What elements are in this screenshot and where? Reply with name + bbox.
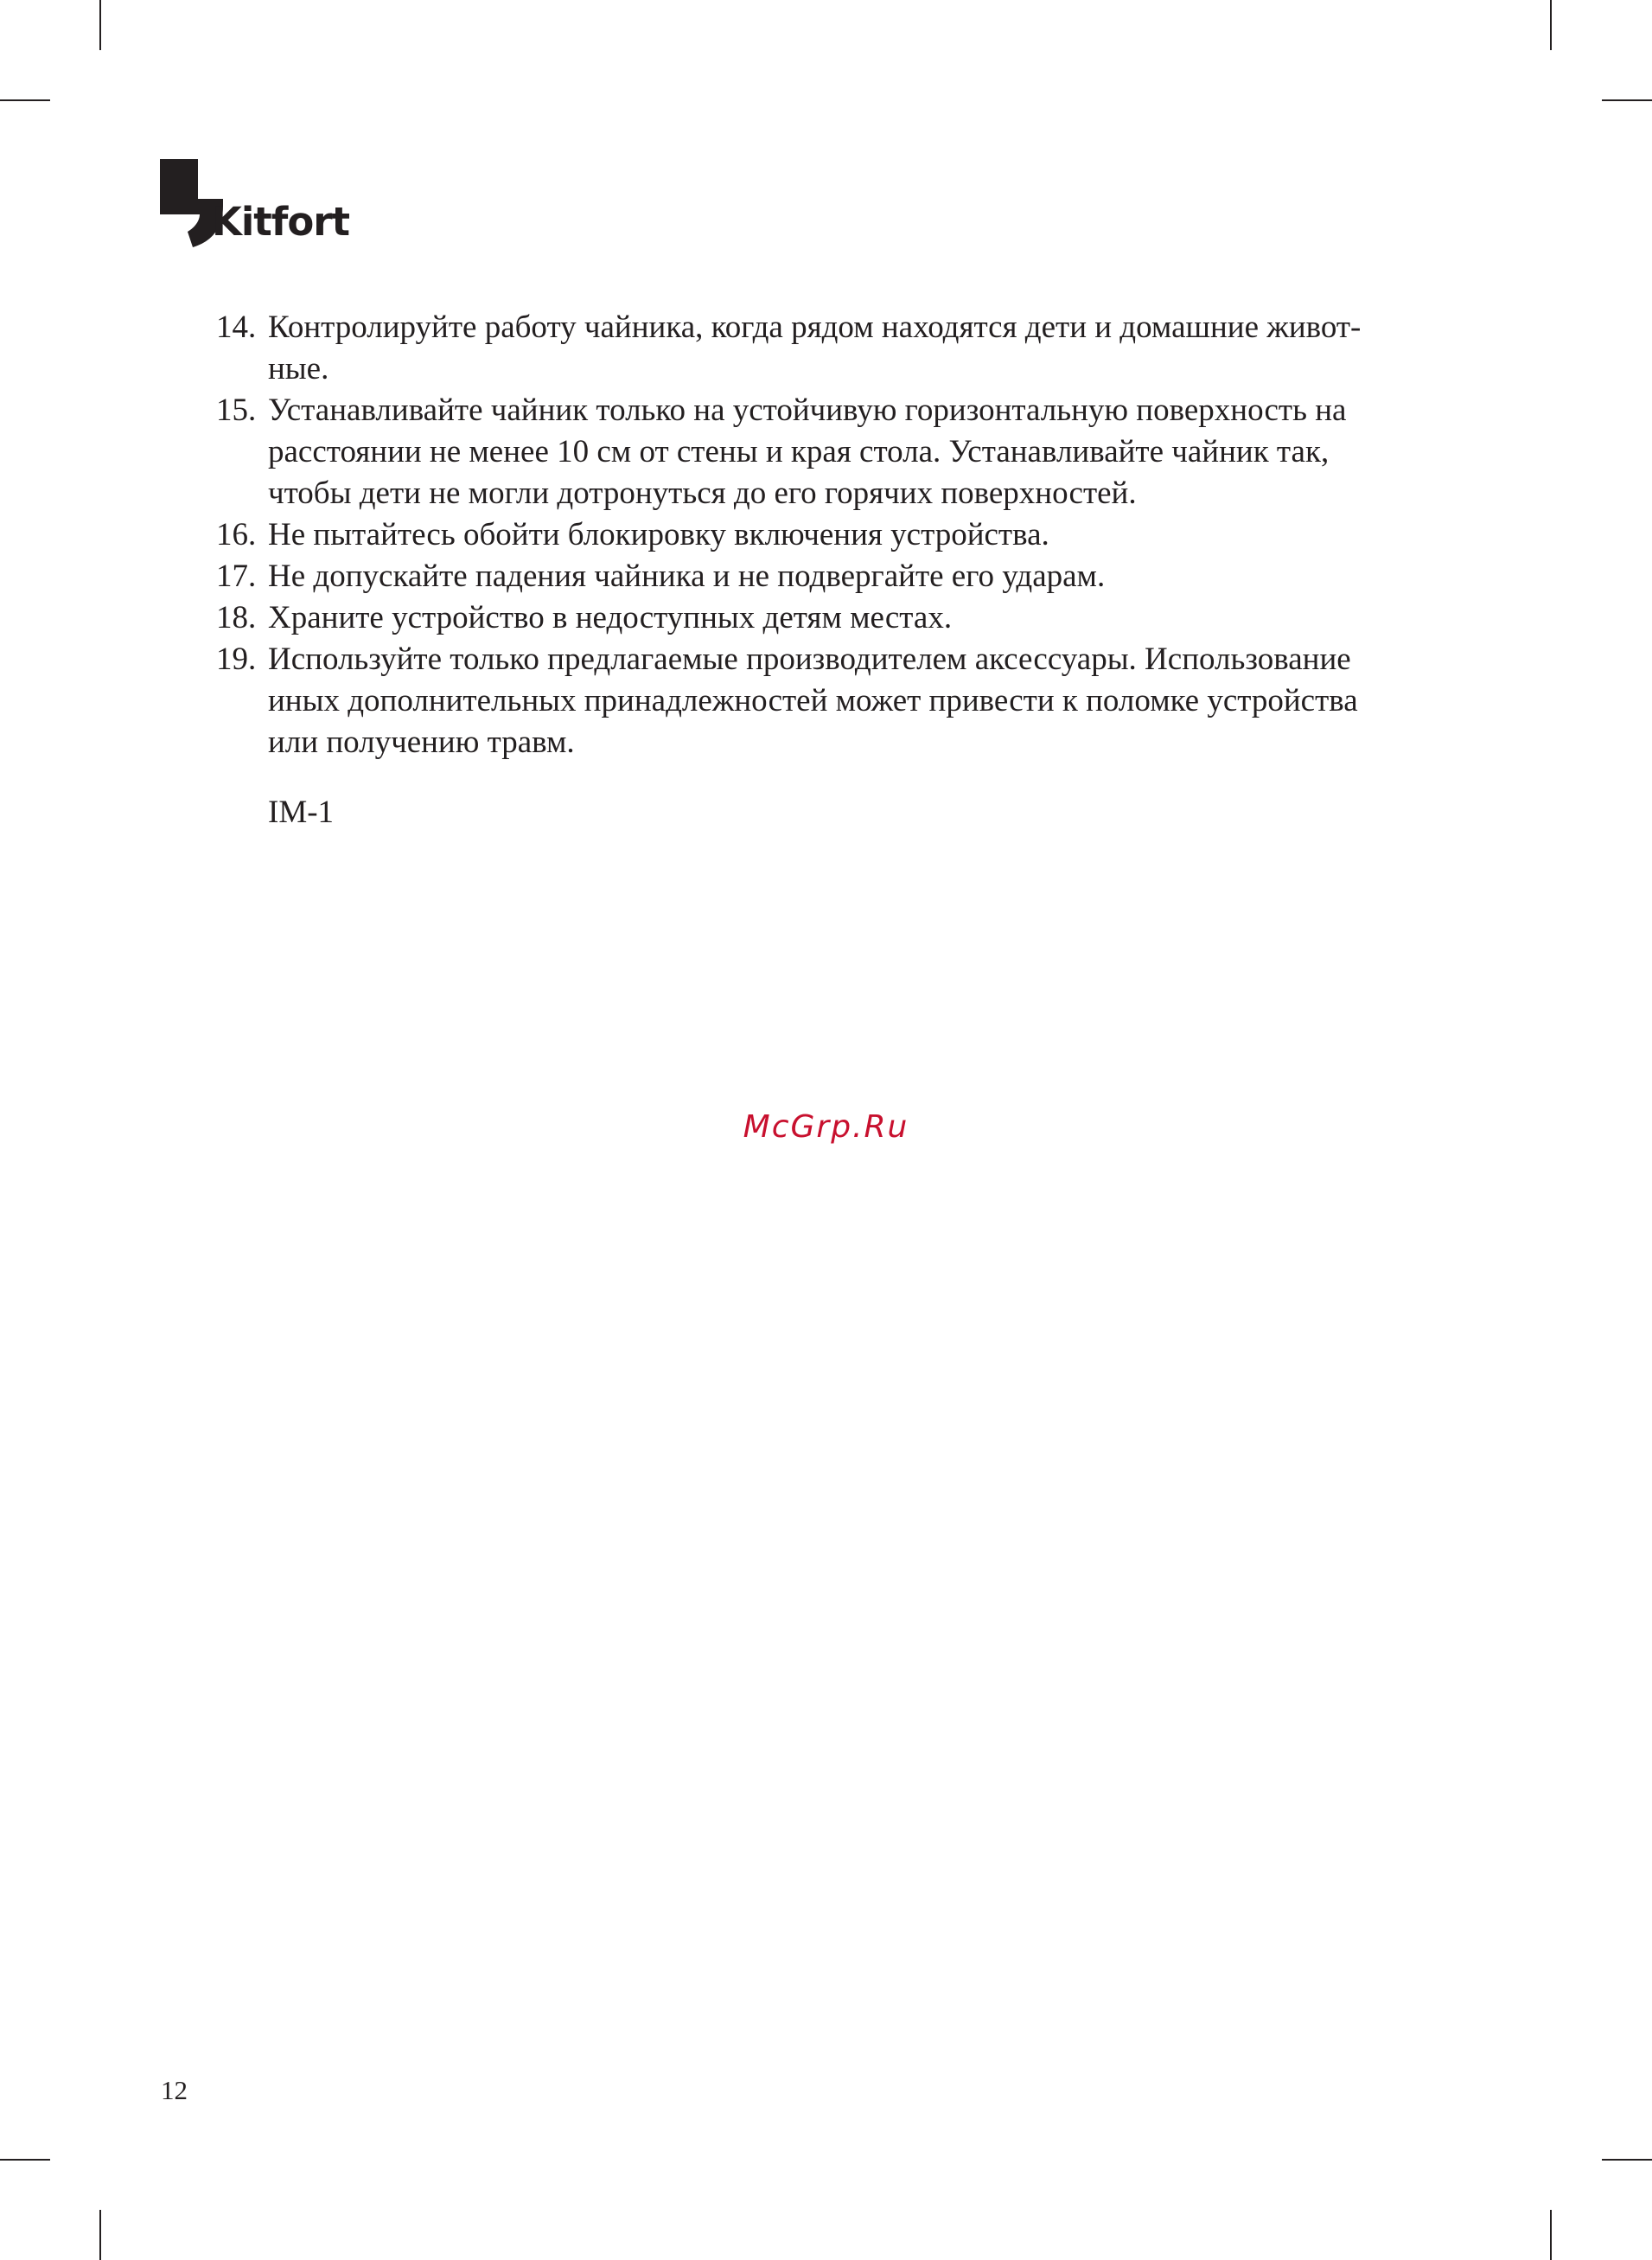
item-text — [268, 390, 1461, 514]
item-text — [268, 639, 1461, 763]
item-text — [268, 597, 1461, 639]
instruction-item-15 — [216, 390, 1461, 514]
instruction-item-17 — [216, 556, 1461, 597]
instructions-list — [216, 307, 1461, 833]
item-number: 16. — [216, 517, 257, 552]
item-text-line: чтобы дети не могли дотронуться до его горячих поверхностей. — [268, 476, 1137, 511]
instruction-item-19 — [216, 639, 1461, 763]
instruction-item-18 — [216, 597, 1461, 639]
item-text-line: или получению травм. — [268, 725, 575, 760]
instruction-item-16 — [216, 514, 1461, 556]
item-number: 18. — [216, 600, 257, 635]
item-number: 14. — [216, 310, 257, 345]
item-number: 15. — [216, 393, 257, 428]
brand-logo — [158, 157, 348, 252]
item-text — [268, 307, 1461, 390]
item-text-line: ные. — [268, 351, 329, 386]
page-number: 12 — [161, 2075, 188, 2105]
crop-mark-bottom-left-horizontal — [0, 2159, 50, 2161]
item-text-line: Не допускайте падения чайника и не подвергайте его ударам. — [268, 559, 1106, 594]
item-text-line: Храните устройство в недоступных детям местах. — [268, 600, 953, 635]
document-code: IM-1 — [268, 795, 335, 830]
watermark-text: McGrp.Ru — [743, 1109, 909, 1145]
item-text-line: иных дополнительных принадлежностей может привести к поломке устройства — [268, 683, 1358, 718]
brand-name: Kitfort — [212, 199, 350, 245]
crop-mark-bottom-right-horizontal — [1602, 2159, 1652, 2161]
crop-mark-bottom-right-vertical — [1550, 2210, 1552, 2260]
item-number: 17. — [216, 559, 257, 594]
item-text-line: Устанавливайте чайник только на устойчивую горизонтальную поверхность на — [268, 393, 1347, 428]
instruction-item-14 — [216, 307, 1461, 390]
item-text — [268, 556, 1461, 597]
item-number: 19. — [216, 642, 257, 677]
item-text-line: Используйте только предлагаемые производителем аксессуары. Использование — [268, 642, 1351, 677]
item-text-line: Контролируйте работу чайника, когда рядом находятся дети и домашние живот- — [268, 310, 1362, 345]
item-text-line: расстоянии не менее 10 см от стены и края стола. Устанавливайте чайник так, — [268, 434, 1330, 469]
crop-mark-bottom-left-vertical — [99, 2210, 101, 2260]
crop-mark-top-left-horizontal — [0, 99, 50, 101]
crop-mark-top-left-vertical — [99, 0, 101, 50]
crop-mark-top-right-horizontal — [1602, 99, 1652, 101]
crop-mark-top-right-vertical — [1550, 0, 1552, 50]
item-text-line: Не пытайтесь обойти блокировку включения устройства. — [268, 517, 1049, 552]
item-text — [268, 514, 1461, 556]
